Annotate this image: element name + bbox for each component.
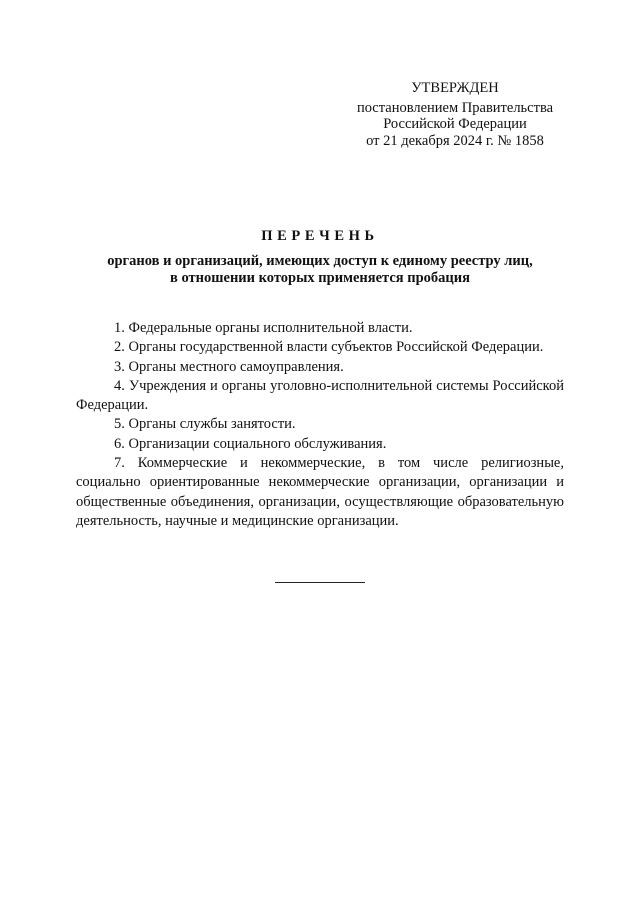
approval-line: от 21 декабря 2024 г. № 1858 — [366, 132, 544, 149]
approval-stamp — [330, 80, 580, 149]
list-item: 4. Учреждения и органы уголовно-исполнительной системы Российской Федерации. — [76, 377, 564, 414]
document-title: ПЕРЕЧЕНЬ — [261, 228, 379, 244]
subtitle-line: в отношении которых применяется пробация — [170, 270, 470, 286]
list-item: 7. Коммерческие и некоммерческие, в том числе религиозные, социально ориентированные некоммерческие организации, организации и общественные объединения, организации, осуществляющие образовательную деятельность, научные и медицинские организации. — [76, 455, 564, 529]
document-subtitle — [60, 253, 580, 287]
list-item: 1. Федеральные органы исполнительной власти. — [114, 320, 413, 336]
approval-line: постановлением Правительства — [356, 99, 554, 116]
subtitle-line: органов и организаций, имеющих доступ к единому реестру лиц, — [107, 253, 533, 269]
list-item: 3. Органы местного самоуправления. — [114, 358, 344, 375]
approval-line: Российской Федерации — [383, 116, 527, 132]
closing-line — [275, 582, 365, 583]
list-item: 5. Органы службы занятости. — [114, 416, 296, 433]
list-item: 6. Организации социального обслуживания. — [114, 435, 387, 452]
organizations-list — [76, 319, 564, 531]
approval-heading: УТВЕРЖДЕН — [411, 80, 499, 96]
list-item: 2. Органы государственной власти субъектов Российской Федерации. — [114, 339, 544, 356]
